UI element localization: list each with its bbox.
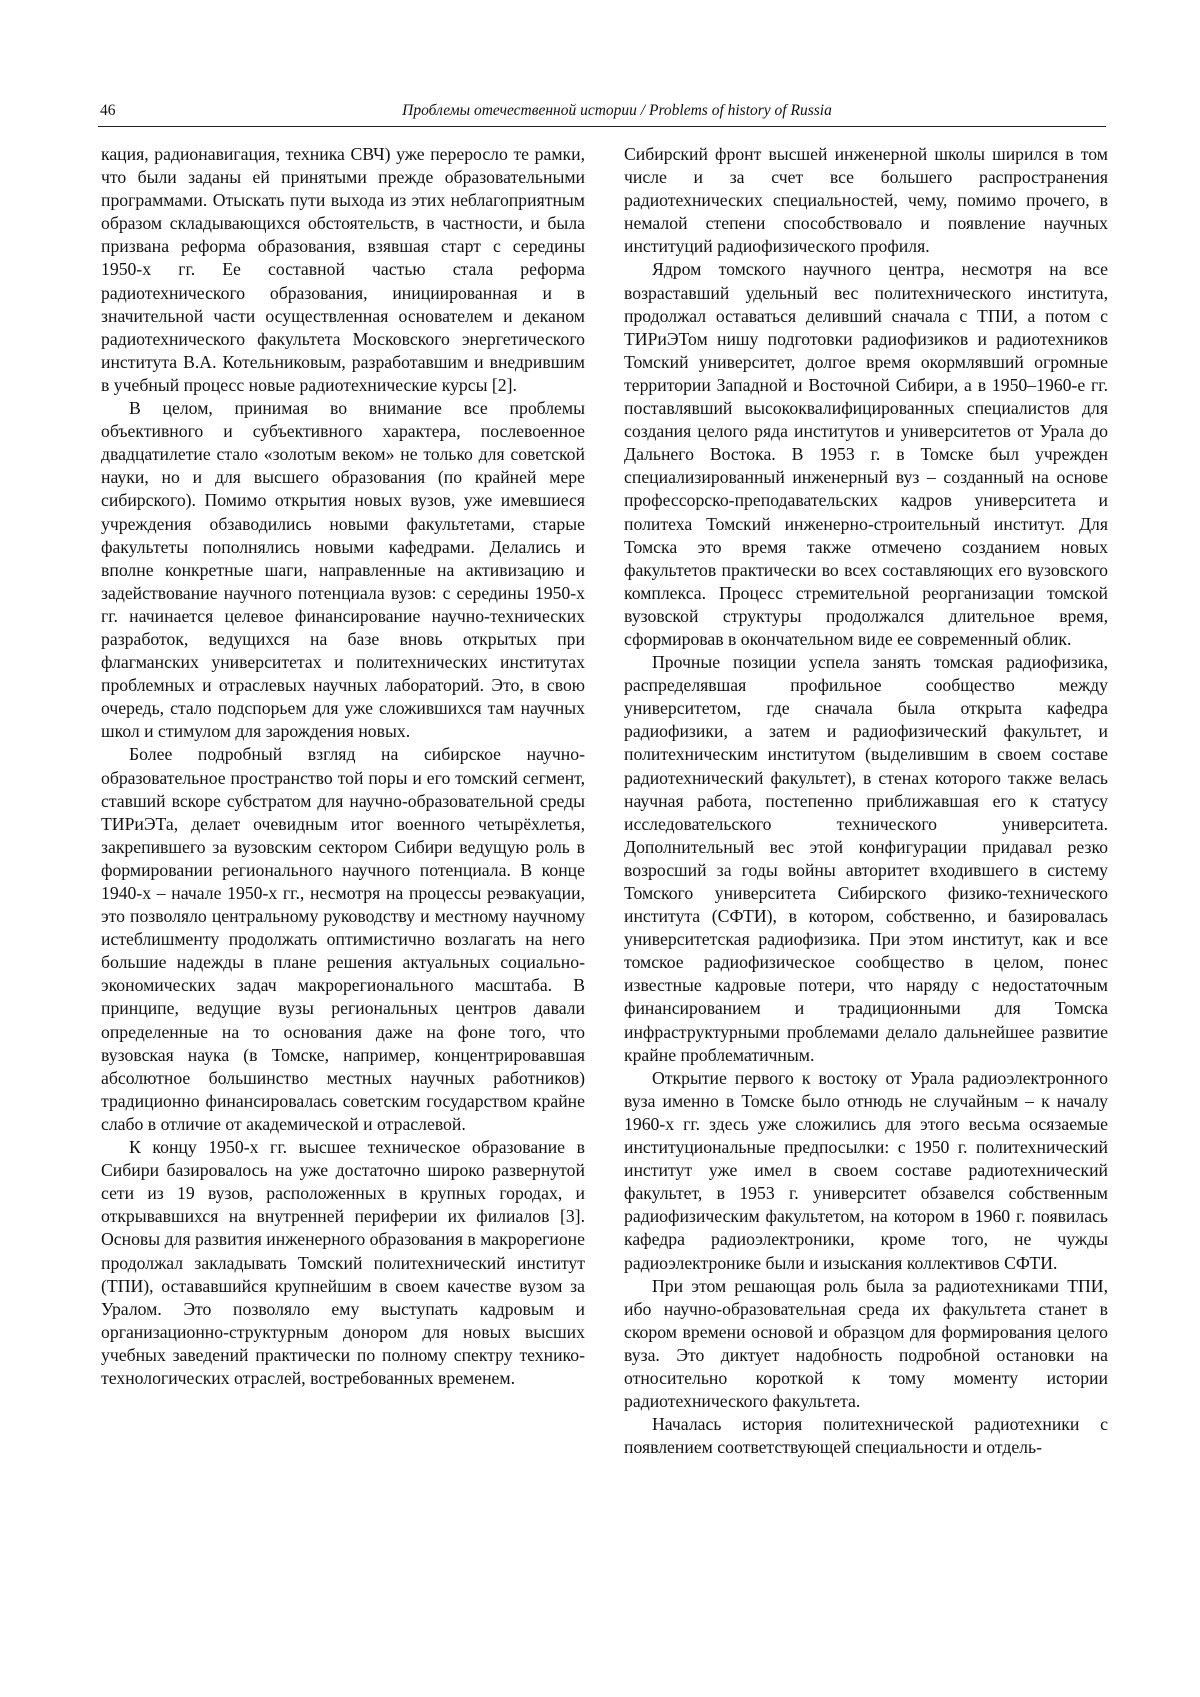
running-title: Проблемы отечественной истории / Problems of history of Russia <box>402 102 832 119</box>
paragraph: Открытие первого к востоку от Урала радиоэлектронного вуза именно в Томске было отнюдь не случайным – к началу 1960-х гг. здесь уже сложились для этого весьма осязаемые институциональные предпосылки: с 1950 г. политехнический институт уже имел в своем составе радиотехнический факультет, в 1953 г. университет обзавелся собственным радиофизическим факультетом, на котором в 1960 г. появилась кафедра радиоэлектроники, кроме того, не чужды радиоэлектронике были и изыскания коллективов СФТИ. <box>624 1067 1108 1273</box>
paragraph: Ядром томского научного центра, несмотря на все возраставший удельный вес политехнического института, продолжал оставаться деливший сначала с ТПИ, а потом с ТИРиЭТом нишу подготовки радиофизиков и радиотехников Томский университет, долгое время окормлявший огромные территории Западной и Восточной Сибири, а в 1950–1960-е гг. поставлявший высококвалифицированных специалистов для создания целого ряда институтов и университетов от Урала до Дальнего Востока. В 1953 г. в Томске был учрежден специализированный инженерный вуз – созданный на основе профессорско-преподавательских кадров университета и политеха Томский инженерно-строительный институт. Для Томска это время также отмечено созданием новых факультетов практически во всех составляющих его вузовского комплекса. Процесс стремительной реорганизации томской вузовской структуры продолжался длительное время, сформировав в окончательном виде ее современный облик. <box>624 259 1108 649</box>
running-header <box>98 102 1106 127</box>
paragraph: Более подробный взгляд на сибирское научно-образовательное пространство той поры и его томский сегмент, ставший вскоре субстратом для научно-образовательной среды ТИРиЭТа, делает очевидным итог военного четырёхлетья, закрепившего за вузовским сектором Сибири ведущую роль в формировании регионального научного потенциала. В конце 1940-х – начале 1950-х гг., несмотря на процессы реэвакуации, это позволяло центральному руководству и местному научному истеблишменту продолжать оптимистично возлагать на него большие надежды в плане решения актуальных социально-экономических задач макрорегионального масштаба. В принципе, ведущие вузы региональных центров давали определенные на то основания даже на фоне того, что вузовская наука (в Томске, например, концентрировавшая абсолютное большинство местных научных работников) традиционно финансировалась советским государством крайне слабо в отличие от академической и отраслевой. <box>101 744 585 1134</box>
page-number: 46 <box>100 102 116 119</box>
paragraph: К концу 1950-х гг. высшее техническое образование в Сибири базировалось на уже достаточно широко развернутой сети из 19 вузов, расположенных в крупных городах, и открывавшихся на внутренней периферии их филиалов [3]. Основы для развития инженерного образования в макрорегионе продолжал закладывать Томский политехнический институт (ТПИ), остававшийся крупнейшим в своем качестве вузом за Уралом. Это позволяло ему выступать кадровым и организационно-структурным донором для новых высших учебных заведений практически по полному спектру технико-технологических отраслей, востребованных временем. <box>101 1137 585 1388</box>
right-column <box>624 143 1108 1459</box>
left-column <box>101 143 585 1390</box>
paragraph: Началась история политехнической радиотехники с появлением соответствующей специальности и отдель- <box>624 1414 1108 1458</box>
paragraph: Сибирский фронт высшей инженерной школы ширился в том числе и за счет все большего распространения радиотехнических специальностей, чему, помимо прочего, в немалой степени способствовало и появление научных институций радиофизического профиля. <box>624 144 1108 257</box>
paragraph: кация, радионавигация, техника СВЧ) уже переросло те рамки, что были заданы ей принятыми прежде образовательными программами. Отыскать пути выхода из этих неблагоприятным образом складывающихся обстоятельств, в частности, и была призвана реформа образования, взявшая старт с середины 1950-х гг. Ее составной частью стала реформа радиотехнического образования, инициированная и в значительной части осуществленная основателем и деканом радиотехнического факультета Московского энергетического института В.А. Котельниковым, разработавшим и внедрившим в учебный процесс новые радиотехнические курсы [2]. <box>101 144 585 395</box>
paragraph: Прочные позиции успела занять томская радиофизика, распределявшая профильное сообщество между университетом, где сначала была открыта кафедра радиофизики, а затем и радиофизический факультет, и политехническим институтом (выделившим в своем составе радиотехнический факультет), в стенах которого также велась научная работа, постепенно приближавшая его к статусу исследовательского технического университета. Дополнительный вес этой конфигурации придавал резко возросший за годы войны авторитет входившего в систему Томского университета Сибирского физико-технического института (СФТИ), в котором, собственно, и базировалась университетская радиофизика. При этом институт, как и все томское радиофизическое сообщество в целом, понес известные кадровые потери, что наряду с недостаточным финансированием и традиционными для Томска инфраструктурными проблемами делало дальнейшее развитие крайне проблематичным. <box>624 652 1108 1065</box>
paragraph: При этом решающая роль была за радиотехниками ТПИ, ибо научно-образовательная среда их факультета станет в скором времени основой и образцом для формирования целого вуза. Это диктует надобность подробной остановки на относительно короткой к тому моменту истории радиотехнического факультета. <box>624 1275 1108 1412</box>
paragraph: В целом, принимая во внимание все проблемы объективного и субъективного характера, послевоенное двадцатилетие стало «золотым веком» не только для советской науки, но и для высшего образования (по крайней мере сибирского). Помимо открытия новых вузов, уже имевшиеся учреждения обзаводились новыми факультетами, старые факультеты пополнялись новыми кафедрами. Делались и вполне конкретные шаги, направленные на активизацию и задействование научного потенциала вузов: с середины 1950-х гг. начинается целевое финансирование научно-технических разработок, ведущихся на базе вновь открытых при флагманских университетах и политехнических институтах проблемных и отраслевых научных лабораторий. Это, в свою очередь, стало подспорьем для уже сложившихся там научных школ и стимулом для зарождения новых. <box>101 398 585 742</box>
